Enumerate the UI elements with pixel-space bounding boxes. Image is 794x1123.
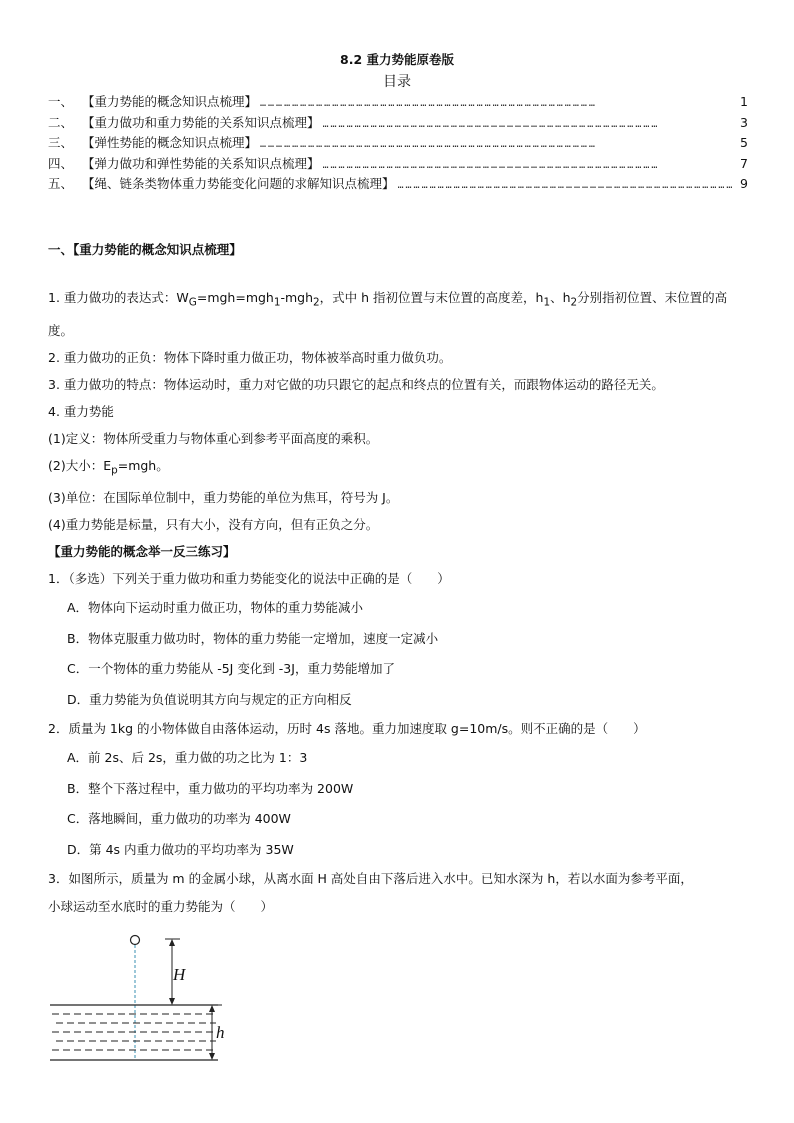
section-content [48,284,748,921]
toc-entry-page: 9 [740,176,748,191]
water-dashes [52,1014,216,1050]
practice-heading: 【重力势能的概念举一反三练习】 [48,544,236,559]
toc-entry-page: 7 [740,155,748,171]
toc-leader-dots: ……………………………………………………………………………………………………………… [397,180,735,191]
option-c[interactable]: C．落地瞬间，重力做功的功率为 400W [67,811,291,826]
question-stem: 2．质量为 1kg 的小物体做自由落体运动，历时 4s 落地。重力加速度取 g=10m/s。则不正确的是（ ） [48,721,646,736]
height-H-arrowhead-up [169,939,175,946]
option-d[interactable]: D．第 4s 内重力做功的平均功率为 35W [67,841,294,857]
toc-leader-dots: ……………………………………………………………………………………………………………… [260,98,597,109]
option-b[interactable]: B．整个下落过程中，重力做功的平均功率为 200W [67,780,354,796]
paragraph-work-feature: 3. 重力做功的特点：物体运动时，重力对它做的功只跟它的起点和终点的位置有关，而跟物体运动的路径无关。 [48,376,664,392]
option-a[interactable]: A．前 2s、后 2s，重力做的功之比为 1：3 [67,750,308,765]
toc-entry-number: 一、 [48,94,74,109]
paragraph-work-formula-cont: 度。 [48,322,74,338]
option-b[interactable]: B．物体克服重力做功时，物体的重力势能一定增加，速度一定减小 [67,630,439,646]
toc-entry-title: 【弹力做功和弹性势能的关系知识点梳理】 [82,155,320,171]
paragraph-work-sign: 2. 重力做功的正负：物体下降时重力做正功，物体被举高时重力做负功。 [48,349,452,365]
toc-entry-title: 【重力做功和重力势能的关系知识点梳理】 [82,114,320,130]
question-3 [48,865,748,921]
depth-h-label: h [216,1023,225,1042]
depth-h-arrowhead-down [209,1053,215,1060]
toc-heading: 目录 [383,74,411,90]
paragraph-potential-energy: 4. 重力势能 [48,403,114,419]
paragraph-unit: (3)单位：在国际单位制中，重力势能的单位为焦耳，符号为 J。 [48,490,399,505]
paragraph-definition: (1)定义：物体所受重力与物体重心到参考平面高度的乘积。 [48,430,379,446]
toc-leader-dots: ……………………………………………………………………………………………………………… [322,118,660,130]
toc-entry[interactable] [48,174,748,195]
option-c[interactable]: C．一个物体的重力势能从 -5J 变化到 -3J，重力势能增加了 [67,661,395,676]
toc-entry-number: 二、 [48,114,74,130]
toc-entry[interactable] [48,133,748,154]
toc-leader-dots: ……………………………………………………………………………………………………………… [322,159,660,171]
paragraph-scalar: (4)重力势能是标量，只有大小，没有方向，但有正负之分。 [48,517,379,532]
question-stem-line1: 3．如图所示，质量为 m 的金属小球，从离水面 H 高处自由下落后进入水中。已知水深为 h，若以水面为参考平面， [48,871,693,886]
option-d[interactable]: D．重力势能为负值说明其方向与规定的正方向相反 [67,691,352,707]
toc-entry-number: 三、 [48,135,74,150]
document-title: 8.2 重力势能原卷版 [340,52,454,67]
question-1 [48,565,748,715]
toc-entry-page: 5 [740,135,748,150]
height-H-label: H [173,965,186,984]
toc-entry-number: 四、 [48,155,74,171]
toc-entry[interactable] [48,92,748,113]
question-stem-line2: 小球运动至水底时的重力势能为（ ） [48,899,274,914]
toc-entry-title: 【重力势能的概念知识点梳理】 [82,94,258,109]
paragraph-work-formula: 1. 重力做功的表达式：$W_G=mgh=mgh_1-mgh_2$，式中 h 指初位置与末位置的高度差，$h_1$、$h_2$分别指初位置、末位置的高 [48,290,728,309]
ball-water-diagram [46,928,236,1068]
toc-entry-number: 五、 [48,176,74,191]
height-H-arrowhead-down [169,998,175,1005]
toc-leader-dots: ……………………………………………………………………………………………………………… [260,139,597,150]
toc-entry-page: 1 [740,94,748,109]
section-heading: 一、【重力势能的概念知识点梳理】 [48,242,242,257]
depth-h-arrowhead-up [209,1005,215,1012]
table-of-contents [48,92,748,195]
toc-entry[interactable] [48,113,748,134]
paragraph-magnitude: (2)大小：$E_p=mgh$。 [48,457,169,476]
toc-entry-title: 【弹性势能的概念知识点梳理】 [82,135,258,150]
option-a[interactable]: A．物体向下运动时重力做正功，物体的重力势能减小 [67,600,364,615]
question-stem: 1．（多选）下列关于重力做功和重力势能变化的说法中正确的是（ ） [48,571,450,586]
toc-entry-title: 【绳、链条类物体重力势能变化问题的求解知识点梳理】 [82,176,395,191]
toc-entry-page: 3 [740,114,748,130]
ball-icon [131,936,140,945]
question-2 [48,715,748,865]
toc-entry[interactable] [48,154,748,175]
